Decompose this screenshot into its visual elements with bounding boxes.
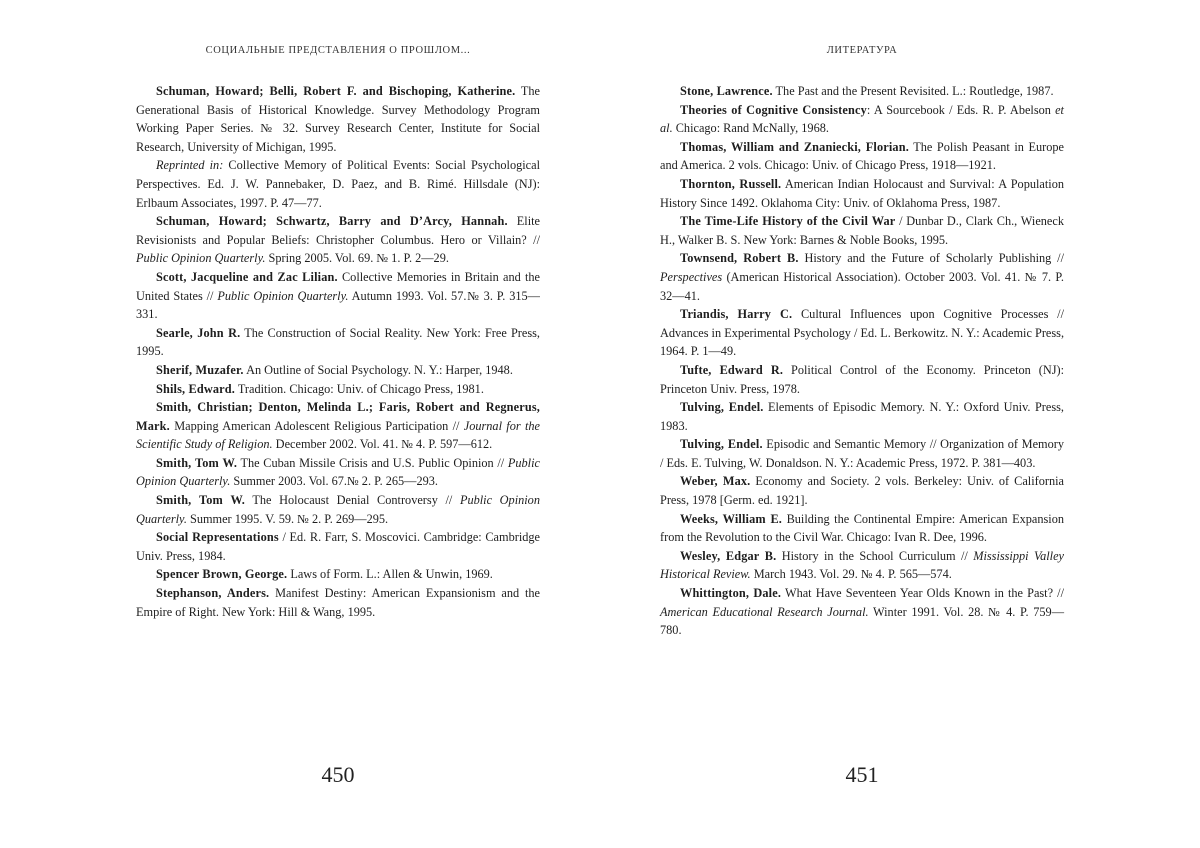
page-number: 450: [321, 762, 355, 787]
entry-details: Autumn 1993. Vol. 57.№ 3. P. 315—331.: [136, 288, 540, 322]
bibliography-entry: [660, 361, 1064, 398]
bibliography-entry: [136, 156, 540, 212]
bibliography-entry: [660, 138, 1064, 175]
entry-details: Summer 1995. V. 59. № 2. P. 269—295.: [186, 511, 389, 526]
bibliography-entry: [660, 305, 1064, 361]
entry-text: The Past and the Present Revisited. L.: Routledge, 1987.: [772, 84, 1054, 98]
entry-author: Theories of Cognitive Consistency: [680, 102, 867, 117]
entry-text: Episodic and Semantic Memory // Organization of Memory / Eds. E. Tulving, W. Donaldson. N. Y.: Academic Press, 1972. P. 381—403.: [660, 437, 1065, 470]
entry-source-title: Mississippi Valley Historical Review.: [660, 548, 1065, 582]
running-head: СОЦИАЛЬНЫЕ ПРЕДСТАВЛЕНИЯ О ПРОШЛОМ...: [205, 45, 471, 56]
entry-text: Collective Memories in Britain and the United States //: [136, 269, 541, 303]
entry-text: Tradition. Chicago: Univ. of Chicago Press, 1981.: [235, 381, 484, 396]
entry-lead-italic: Reprinted in:: [156, 158, 224, 173]
entry-details: Summer 2003. Vol. 67.№ 2. P. 265—293.: [230, 474, 438, 489]
running-head: ЛИТЕРАТУРА: [826, 45, 898, 56]
page-number: 451: [845, 762, 879, 787]
bibliography-entry: [136, 584, 540, 621]
bibliography-entry: [136, 565, 540, 584]
bibliography-list: [660, 82, 1064, 640]
entry-text: The Cuban Missile Crisis and U.S. Public Opinion //: [237, 455, 505, 470]
entry-author: Sherif, Muzafer.: [156, 362, 244, 377]
entry-text: / Dunbar D., Clark Ch., Wieneck H., Walker B. S. New York: Barnes & Noble Books, 1995.: [660, 214, 1064, 247]
bibliography-list: [136, 82, 540, 621]
entry-author: Wesley, Edgar B.: [680, 548, 777, 563]
bibliography-entry: [136, 380, 540, 399]
entry-author: Stephanson, Anders.: [156, 586, 270, 601]
bibliography-entry: [136, 528, 540, 565]
entry-author: Smith, Christian; Denton, Melinda L.; Faris, Robert and Regnerus, Mark.: [136, 400, 540, 433]
entry-source-title: American Educational Research Journal.: [660, 604, 869, 619]
entry-text: American Indian Holocaust and Survival: A Population History Since 1492. Oklahoma City: Univ. of Oklahoma Press, 1987.: [660, 176, 1064, 210]
entry-source-title: et al.: [660, 102, 1064, 136]
entry-text: The Polish Peasant in Europe and America. 2 vols. Chicago: Univ. of Chicago Press, 1918—1921.: [660, 139, 1064, 173]
bibliography-entry: [136, 454, 540, 491]
entry-text: Laws of Form. L.: Allen & Unwin, 1969.: [287, 567, 493, 582]
bibliography-entry: [136, 398, 540, 454]
bibliography-entry: [660, 249, 1064, 305]
entry-text: Building the Continental Empire: American Expansion from the Revolution to the Civil War. Chicago: Ivan R. Dee, 1996.: [660, 511, 1065, 545]
entry-author: Smith, Tom W.: [156, 455, 238, 470]
entry-text: Elite Revisionists and Popular Beliefs: Christopher Columbus. Hero or Villain? //: [136, 214, 540, 247]
bibliography-entry: [660, 398, 1064, 435]
entry-source-title: Public Opinion Quarterly.: [136, 493, 540, 526]
entry-text: : A Sourcebook / Eds. R. P. Abelson: [866, 102, 1051, 117]
bibliography-entry: [660, 212, 1064, 249]
entry-author: Tulving, Endel.: [680, 400, 764, 415]
bibliography-entry: [136, 212, 540, 268]
bibliography-entry: [136, 268, 540, 324]
bibliography-entry: [136, 82, 540, 156]
bibliography-entry: [660, 82, 1064, 101]
entry-text: / Ed. R. Farr, S. Moscovici. Cambridge: Cambridge Univ. Press, 1984.: [136, 530, 540, 563]
bibliography-entry: [136, 491, 540, 528]
entry-author: Weber, Max.: [680, 474, 751, 489]
entry-details: Winter 1991. Vol. 28. № 4. P. 759—780.: [660, 604, 1064, 638]
entry-text: An Outline of Social Psychology. N. Y.: Harper, 1948.: [243, 362, 513, 377]
bibliography-entry: [660, 584, 1064, 640]
bibliography-entry: [660, 510, 1064, 547]
entry-author: Smith, Tom W.: [156, 493, 245, 508]
bibliography-entry: [660, 101, 1064, 138]
entry-text: Political Control of the Economy. Princeton (NJ): Princeton Univ. Press, 1978.: [660, 362, 1064, 396]
entry-author: Scott, Jacqueline and Zac Lilian.: [156, 269, 338, 284]
entry-author: Social Representations: [156, 530, 279, 545]
entry-text: Elements of Episodic Memory. N. Y.: Oxford Univ. Press, 1983.: [660, 400, 1064, 433]
bibliography-entry: [660, 435, 1064, 472]
entry-author: Thornton, Russell.: [680, 176, 782, 191]
entry-author: Tulving, Endel.: [680, 437, 763, 452]
entry-details: December 2002. Vol. 41. № 4. P. 597—612.: [272, 437, 493, 452]
entry-details: Spring 2005. Vol. 69. № 1. P. 2—29.: [265, 251, 449, 266]
entry-text: The Construction of Social Reality. New York: Free Press, 1995.: [136, 325, 540, 359]
entry-text: The Generational Basis of Historical Knowledge. Survey Methodology Program Working Paper Series. № 32. Survey Research Center, Institute for Social Research, University of Michigan, 1995.: [136, 84, 540, 154]
entry-text: Manifest Destiny: American Expansionism and the Empire of Right. New York: Hill & Wang, 1995.: [136, 586, 540, 619]
entry-author: Searle, John R.: [156, 325, 241, 340]
entry-author: Stone, Lawrence.: [680, 84, 773, 98]
entry-author: Whittington, Dale.: [680, 586, 782, 601]
entry-source-title: Public Opinion Quarterly.: [213, 288, 349, 303]
entry-author: Schuman, Howard; Schwartz, Barry and D’Arcy, Hannah.: [156, 214, 508, 229]
bibliography-entry: [136, 324, 540, 361]
entry-author: Tufte, Edward R.: [680, 362, 784, 377]
entry-source-title: Journal for the Scientific Study of Religion.: [136, 418, 540, 452]
entry-details: (American Historical Association). October 2003. Vol. 41. № 7. P. 32—41.: [660, 269, 1064, 303]
entry-source-title: Public Opinion Quarterly.: [136, 455, 540, 489]
entry-author: Triandis, Harry C.: [680, 307, 793, 322]
entry-text: History and the Future of Scholarly Publishing //: [798, 251, 1064, 266]
entry-author: Weeks, William E.: [680, 511, 783, 526]
entry-source-title: Perspectives: [660, 269, 723, 284]
entry-text: History in the School Curriculum //: [776, 548, 968, 563]
entry-text: The Holocaust Denial Controversy //: [244, 493, 453, 508]
entry-author: Spencer Brown, George.: [156, 567, 288, 582]
right-page: [660, 0, 1064, 848]
entry-text: Mapping American Adolescent Religious Participation //: [169, 418, 460, 433]
entry-author: Shils, Edward.: [156, 381, 235, 396]
entry-text: What Have Seventeen Year Olds Known in the Past? //: [781, 586, 1064, 601]
entry-details: March 1943. Vol. 29. № 4. P. 565—574.: [750, 567, 952, 582]
entry-author: Thomas, William and Znaniecki, Florian.: [680, 139, 909, 154]
entry-text: Cultural Influences upon Cognitive Processes // Advances in Experimental Psychology / Ed. L. Berkowitz. N. Y.: Academic Press, 1964. P. 1—49.: [660, 307, 1065, 359]
entry-text: Economy and Society. 2 vols. Berkeley: Univ. of California Press, 1978 [Germ. ed. 1921].: [660, 474, 1065, 508]
left-page: [136, 0, 540, 848]
bibliography-entry: [660, 472, 1064, 509]
bibliography-entry: [136, 361, 540, 380]
bibliography-entry: [660, 547, 1064, 584]
entry-source-title: Public Opinion Quarterly.: [136, 251, 266, 266]
entry-details: Chicago: Rand McNally, 1968.: [672, 121, 829, 136]
entry-author: The Time-Life History of the Civil War: [680, 214, 896, 229]
entry-text: Collective Memory of Political Events: Social Psychological Perspectives. Ed. J. W. Pannebaker, D. Paez, and B. Rimé. Hillsdale (NJ): Erlbaum Associates, 1997. P. 47—77.: [136, 158, 540, 210]
entry-author: Schuman, Howard; Belli, Robert F. and Bischoping, Katherine.: [156, 84, 516, 98]
bibliography-entry: [660, 175, 1064, 212]
entry-author: Townsend, Robert B.: [680, 251, 799, 266]
